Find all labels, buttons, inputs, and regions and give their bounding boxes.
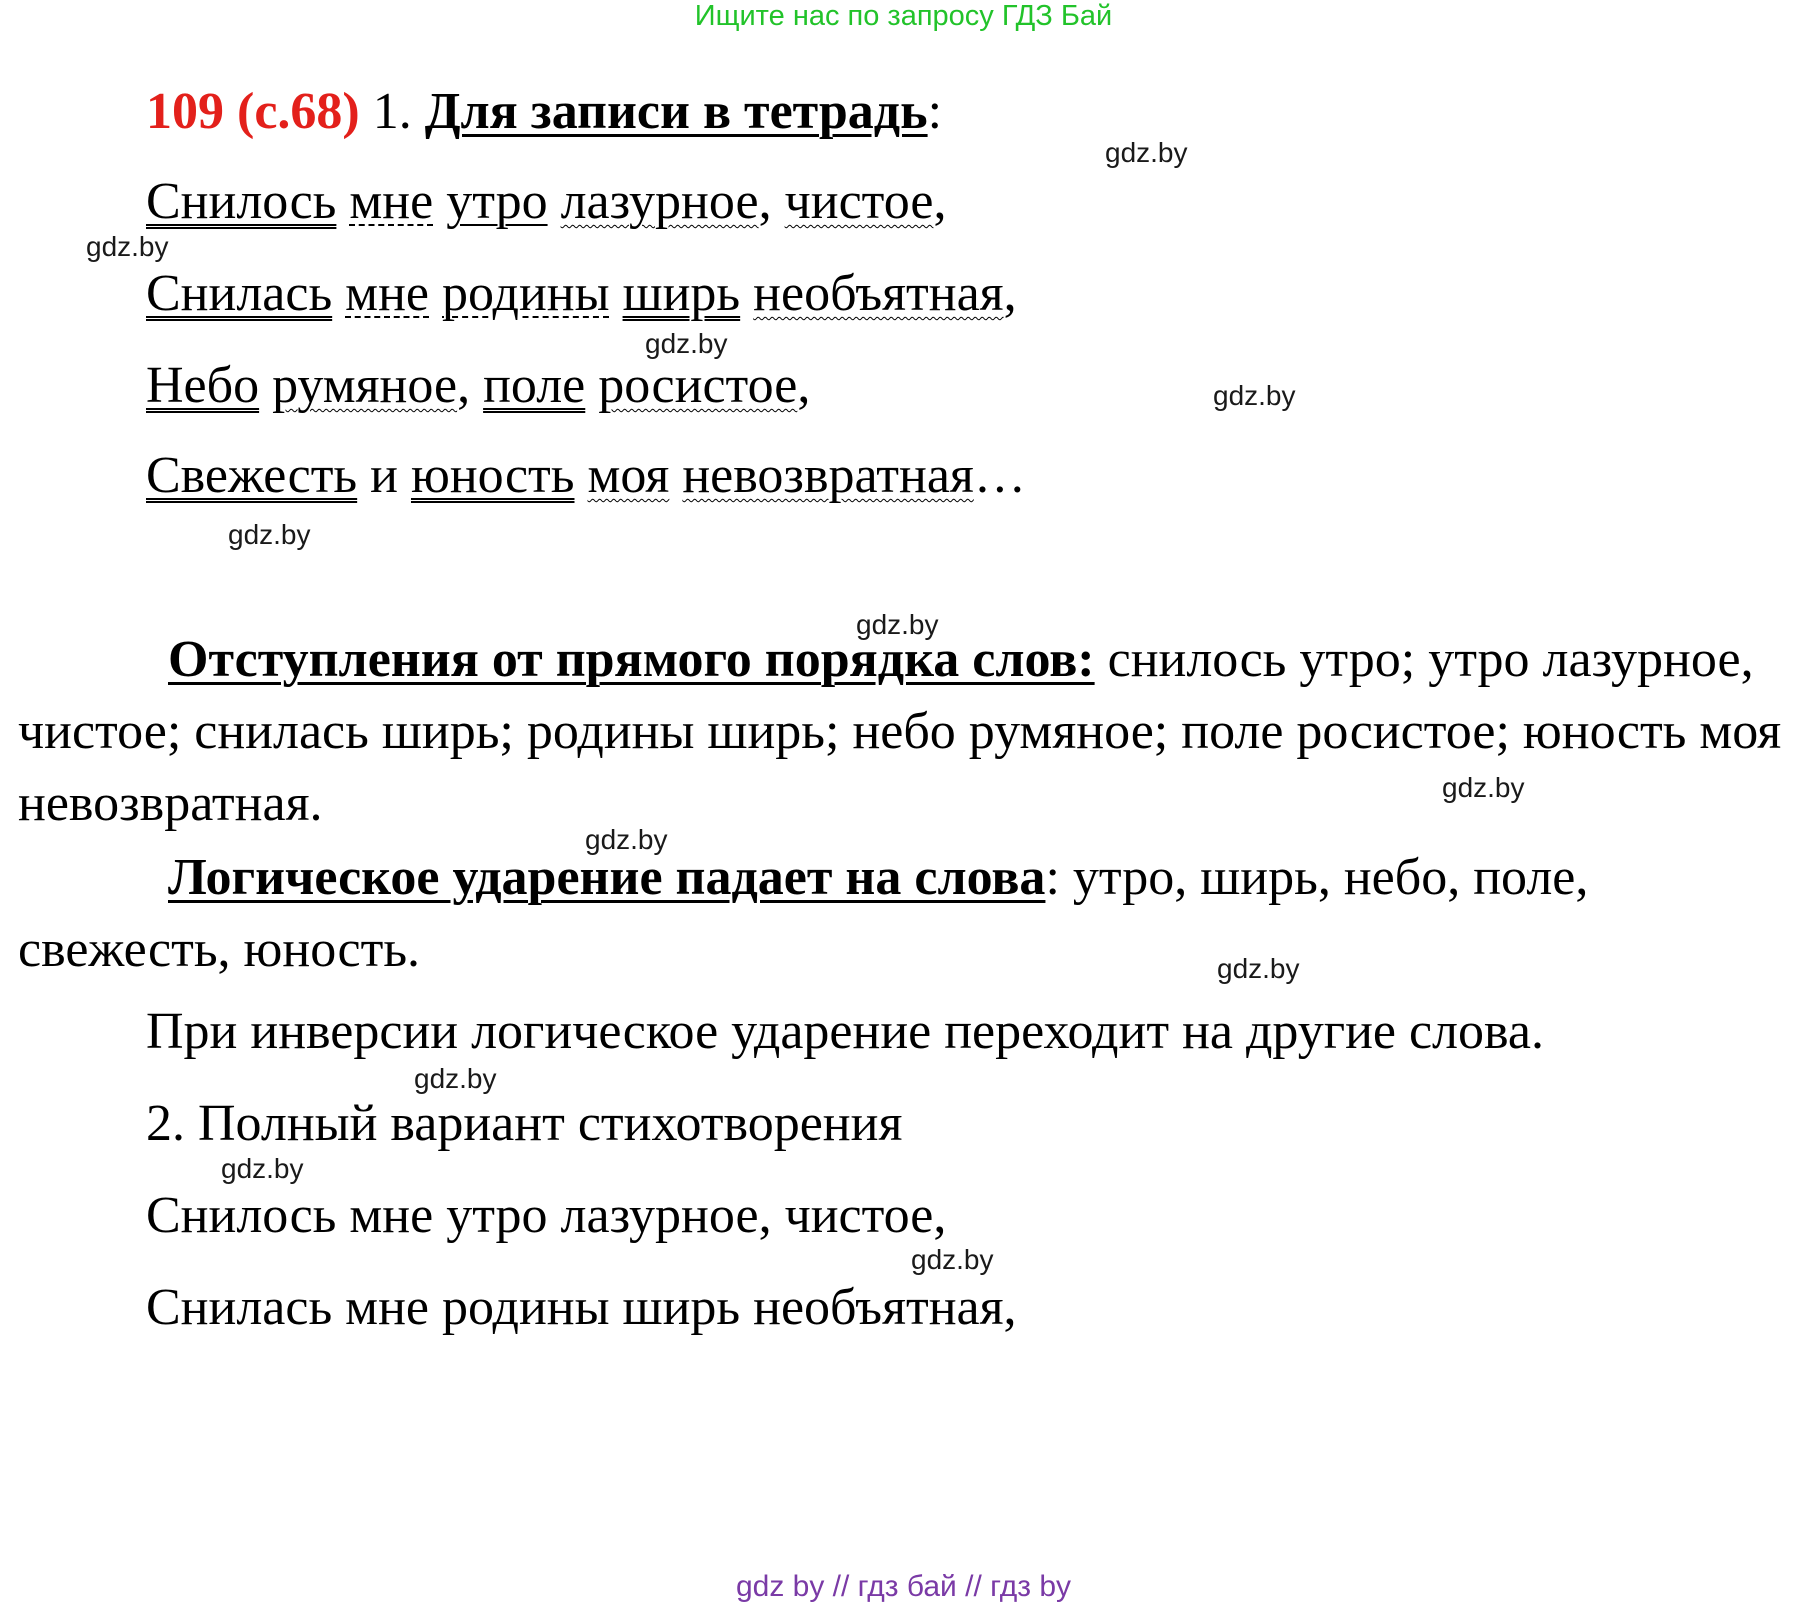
watermark: gdz.by: [585, 824, 668, 855]
punct: ,: [1003, 265, 1017, 322]
word-attribute: моя: [587, 447, 670, 504]
word-conjunction: и: [370, 447, 398, 504]
word-subject: поле: [483, 357, 586, 414]
word-attribute: невозвратная: [682, 447, 974, 504]
watermark: gdz.by: [645, 328, 728, 359]
watermark: gdz.by: [1105, 137, 1188, 168]
part2-line-2: Снилась мне родины ширь необъятная,: [146, 1279, 1017, 1336]
poem-line-1: [146, 172, 946, 232]
punct: ,: [457, 357, 484, 414]
poem-line-4: [146, 446, 1026, 506]
punct: ,: [758, 173, 785, 230]
part2-line-1: Снилось мне утро лазурное, чистое,: [146, 1187, 947, 1244]
watermark: gdz.by: [414, 1063, 497, 1094]
part1-prefix: 1.: [372, 83, 412, 140]
watermark: gdz.by: [221, 1153, 304, 1184]
word-attribute-dashdot: родины: [442, 265, 610, 322]
word-predicate: утро: [446, 173, 548, 230]
word-subject: Снилось: [146, 173, 337, 230]
word-subject: ширь: [622, 265, 741, 322]
watermark: gdz.by: [1213, 380, 1296, 411]
footer-links: gdz by // гдз бай // гдз by: [735, 1570, 1072, 1603]
watermark: gdz.by: [1442, 772, 1525, 803]
punct: …: [973, 447, 1026, 504]
conclusion-text: При инверсии логическое ударение переходит на другие слова.: [146, 1003, 1544, 1060]
inversion-title: Отступления от прямого порядка слов:: [168, 631, 1095, 688]
word-attribute: лазурное: [560, 173, 759, 230]
word-object: мне: [349, 173, 434, 230]
task-heading: [146, 82, 942, 142]
part1-colon: :: [927, 83, 943, 140]
punct: ,: [797, 357, 811, 414]
word-attribute: чистое: [784, 173, 934, 230]
watermark: gdz.by: [856, 609, 939, 640]
punct: ,: [933, 173, 947, 230]
stress-title: Логическое ударение падает на слова: [168, 849, 1046, 906]
part1-title: Для записи в тетрадь: [424, 83, 928, 140]
word-attribute: росистое: [598, 357, 798, 414]
watermark: gdz.by: [228, 519, 311, 550]
word-subject: юность: [410, 447, 575, 504]
word-attribute: необъятная: [753, 265, 1004, 322]
poem-line-3: [146, 356, 810, 416]
part2-heading: 2. Полный вариант стихотворения: [146, 1095, 903, 1152]
stress-text: : утро, ширь, небо, поле, свежесть, юность.: [18, 849, 1589, 978]
watermark: gdz.by: [86, 231, 169, 262]
word-object: мне: [345, 265, 429, 322]
watermark: gdz.by: [911, 1244, 994, 1275]
word-subject: Снилась: [146, 265, 333, 322]
stress-paragraph: [18, 842, 1793, 986]
word-subject: Небо: [146, 357, 260, 414]
inversion-text: снилось утро; утро лазурное, чистое; снилась ширь; родины ширь; небо румяное; поле росистое; юность моя невозвратная.: [18, 631, 1782, 832]
word-attribute: румяное: [272, 357, 458, 414]
watermark: gdz.by: [1217, 953, 1300, 984]
word-subject: Свежесть: [146, 447, 358, 504]
poem-line-2: [146, 264, 1017, 324]
top-banner: Ищите нас по запросу ГДЗ Бай: [694, 0, 1113, 32]
task-number: 109 (с.68): [146, 83, 360, 140]
inversion-paragraph: [18, 624, 1793, 840]
